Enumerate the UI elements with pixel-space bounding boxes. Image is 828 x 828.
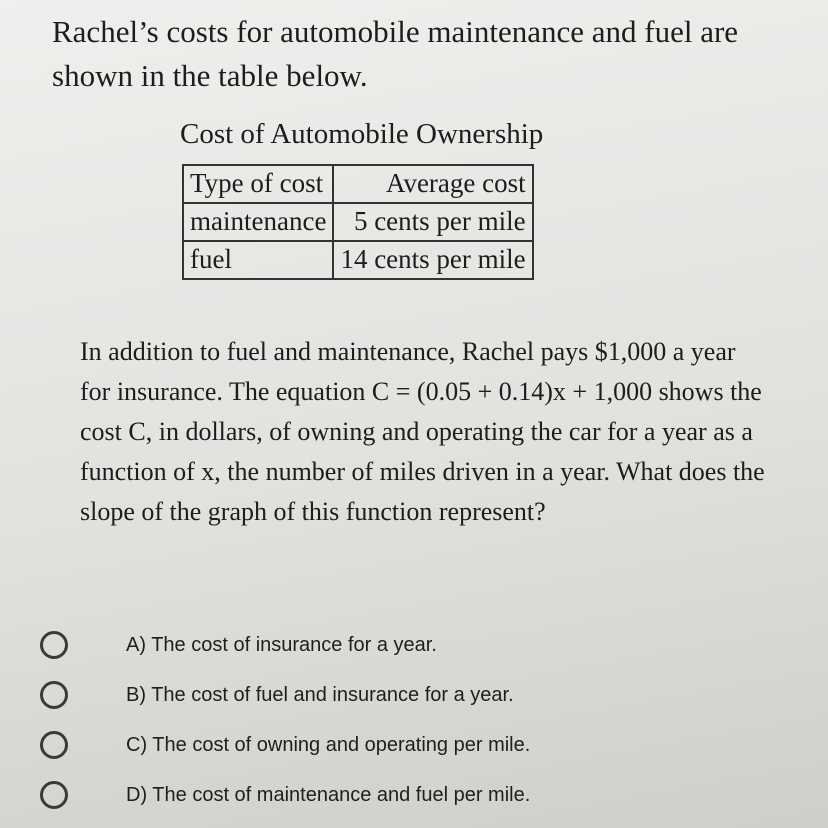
table-header-type: Type of cost — [183, 165, 333, 203]
choice-d-label: D) The cost of maintenance and fuel per mile. — [126, 783, 531, 806]
radio-button-a[interactable] — [40, 631, 68, 659]
table-cell-cost: 14 cents per mile — [333, 241, 532, 279]
choice-c[interactable] — [36, 720, 796, 770]
choice-c-label: C) The cost of owning and operating per mile. — [126, 733, 531, 756]
table-row — [183, 203, 533, 241]
table-header-average: Average cost — [333, 165, 532, 203]
radio-button-b[interactable] — [40, 681, 68, 709]
table-title: Cost of Automobile Ownership — [180, 118, 544, 150]
choice-b[interactable] — [36, 670, 796, 720]
table-cell-cost: 5 cents per mile — [333, 203, 532, 241]
radio-button-c[interactable] — [40, 731, 68, 759]
table-cell-type: fuel — [183, 241, 333, 279]
choice-a-label: A) The cost of insurance for a year. — [126, 633, 437, 656]
choice-b-label: B) The cost of fuel and insurance for a year. — [126, 683, 514, 706]
choice-a[interactable] — [36, 620, 796, 670]
table-cell-type: maintenance — [183, 203, 333, 241]
table-row — [183, 241, 533, 279]
table-header-row — [183, 165, 533, 203]
question-text: In addition to fuel and maintenance, Rachel pays $1,000 a year for insurance. The equation C = (0.05 + 0.14)x + 1,000 shows the cost C, in dollars, of owning and operating the car for a year as a function of x, the number of miles driven in a year. What does the slope of the graph of this function represent? — [80, 337, 765, 526]
answer-choices — [36, 620, 796, 820]
cost-table — [182, 164, 534, 280]
choice-d[interactable] — [36, 770, 796, 820]
radio-button-d[interactable] — [40, 781, 68, 809]
intro-text: Rachel’s costs for automobile maintenance and fuel are shown in the table below. — [52, 14, 739, 93]
